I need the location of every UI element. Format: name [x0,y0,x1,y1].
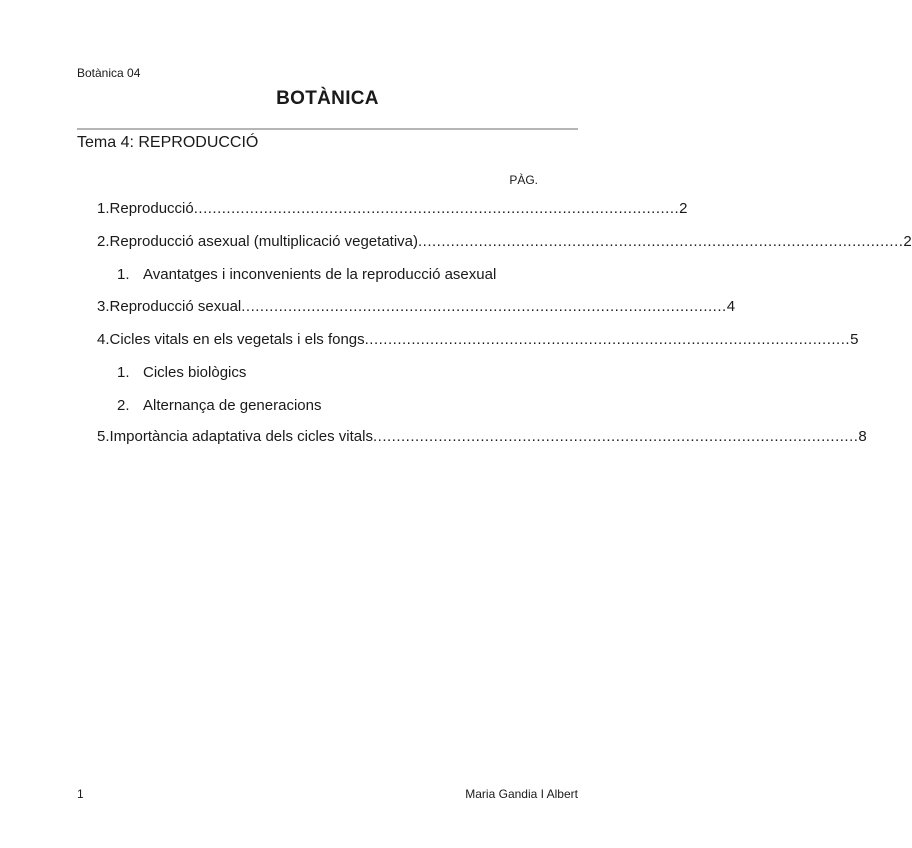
toc-item[interactable] [97,331,859,351]
toc-item-label: Alternança de generacions [143,397,322,414]
toc-item-label: Reproducció sexual [109,298,242,315]
toc-item-label: Reproducció [109,200,194,217]
toc-item-number: 4. [97,331,110,348]
toc-leader-dots: ........................................................................................................ [364,331,851,348]
toc-item-label: Reproducció asexual (multiplicació vegetativa) [109,233,418,250]
toc-item-page: 4 [726,298,736,315]
toc-subitem[interactable] [117,266,527,286]
toc-item-label: Cicles biològics [143,364,247,381]
toc-item-page: 8 [858,428,867,445]
toc-item-page: 2 [679,200,688,217]
toc-subitem[interactable] [117,397,417,417]
toc-item[interactable] [97,200,688,220]
toc-leader-dots: ........................................................................................................ [193,200,680,217]
document-title: BOTÀNICA [276,88,379,109]
toc-leader-dots: ........................................................................................................ [372,428,859,445]
footer-author: Maria Gandia I Albert [465,787,578,801]
section-heading: Tema 4: REPRODUCCIÓ [77,134,259,151]
toc-item-label: Avantatges i inconvenients de la reproducció asexual [143,266,497,283]
toc-item-page: 5 [850,331,859,348]
page-column-label: PÀG. [509,173,538,187]
footer-page-number: 1 [77,787,84,801]
toc-item-label: Cicles vitals en els vegetals i els fongs [109,331,365,348]
toc-item-number: 5. [97,428,110,445]
toc-item-label: Importància adaptativa dels cicles vitals [109,428,373,445]
toc-item[interactable] [97,428,867,448]
title-divider [77,128,578,130]
toc-item-number: 2. [117,397,130,414]
header-label: Botànica 04 [77,66,141,80]
toc-item[interactable] [97,298,736,318]
toc-item-number: 2. [97,233,110,250]
toc-item-page: 2 [903,233,912,250]
toc-item[interactable] [97,233,912,253]
toc-leader-dots: ........................................................................................................ [241,298,727,315]
toc-item-number: 1. [97,200,110,217]
toc-subitem[interactable] [117,364,417,384]
toc-item-number: 1. [117,364,130,381]
toc-item-number: 3. [97,298,110,315]
toc-item-number: 1. [117,266,130,283]
toc-leader-dots: ........................................................................................................ [418,233,904,250]
